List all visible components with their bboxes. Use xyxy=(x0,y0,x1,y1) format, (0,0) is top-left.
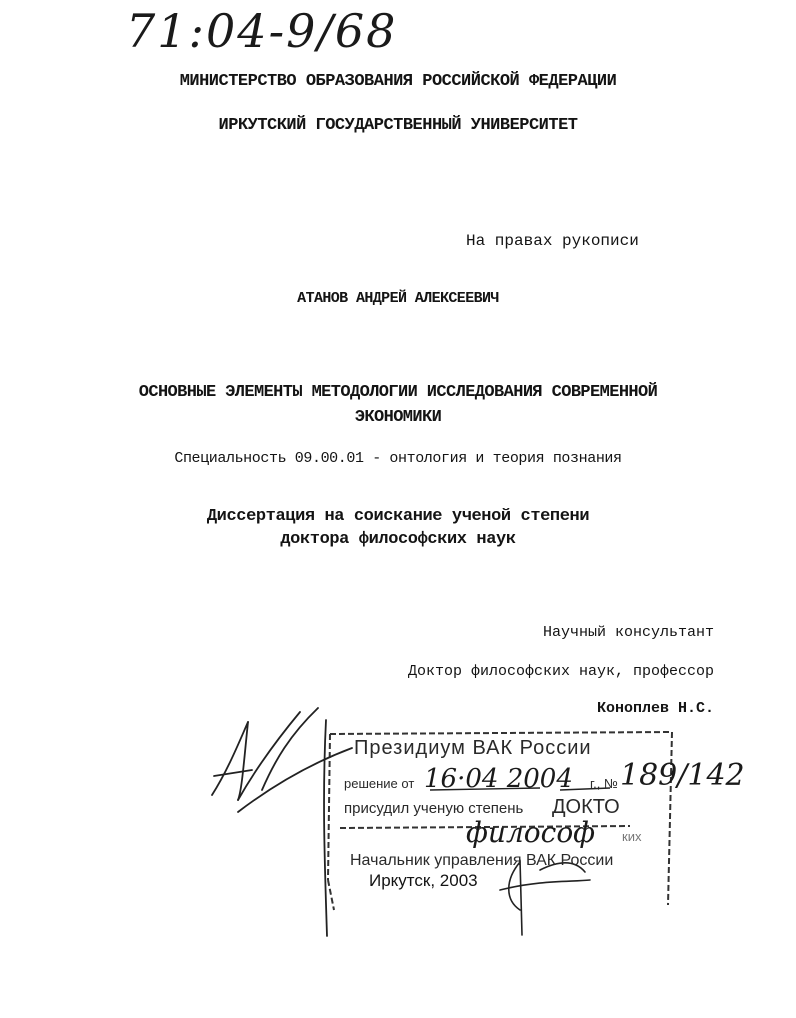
stamp-decision-date: 16·04 2004 xyxy=(424,764,573,794)
stamp-decision-number: 189/142 xyxy=(620,758,745,793)
degree-sought-line2: доктора философских наук xyxy=(280,530,516,549)
consultant-name: Коноплев Н.С. xyxy=(596,700,714,717)
rights-note: На правах рукописи xyxy=(466,232,639,250)
handwritten-archive-number: 71:04-9/68 xyxy=(126,4,398,58)
stamp-signature xyxy=(500,860,590,935)
stamp-field-suffix: ких xyxy=(622,829,642,844)
stamp-field-handwritten: философ xyxy=(466,816,596,849)
ministry-heading: МИНИСТЕРСТВО ОБРАЗОВАНИЯ РОССИЙСКОЙ ФЕДЕРАЦИИ xyxy=(179,72,617,91)
university-heading: ИРКУТСКИЙ ГОСУДАРСТВЕННЫЙ УНИВЕРСИТЕТ xyxy=(218,116,578,135)
stamp-awarded-text: присудил ученую степень xyxy=(344,800,524,817)
stamp-decision-prefix: решение от xyxy=(344,776,415,791)
stamp-degree-word: ДОКТО xyxy=(552,796,620,818)
signature-mark xyxy=(212,708,352,936)
stamp-head-line: Начальник управления ВАК России xyxy=(350,852,614,869)
dissertation-title-line2: ЭКОНОМИКИ xyxy=(354,408,442,427)
stamp-title: Президиум ВАК России xyxy=(354,737,592,759)
consultant-label: Научный консультант xyxy=(542,624,714,641)
dissertation-title-line1: ОСНОВНЫЕ ЭЛЕМЕНТЫ МЕТОДОЛОГИИ ИССЛЕДОВАНИЯ СОВРЕМЕННОЙ xyxy=(138,383,658,402)
specialty-line: Специальность 09.00.01 - онтология и теория познания xyxy=(174,450,622,467)
degree-sought-line1: Диссертация на соискание ученой степени xyxy=(206,507,590,526)
stamp-number-prefix: г., № xyxy=(590,776,618,791)
author-name: АТАНОВ АНДРЕЙ АЛЕКСЕЕВИЧ xyxy=(297,290,499,307)
consultant-degree: Доктор философских наук, профессор xyxy=(407,663,714,680)
city-year: Иркутск, 2003 xyxy=(369,871,478,890)
